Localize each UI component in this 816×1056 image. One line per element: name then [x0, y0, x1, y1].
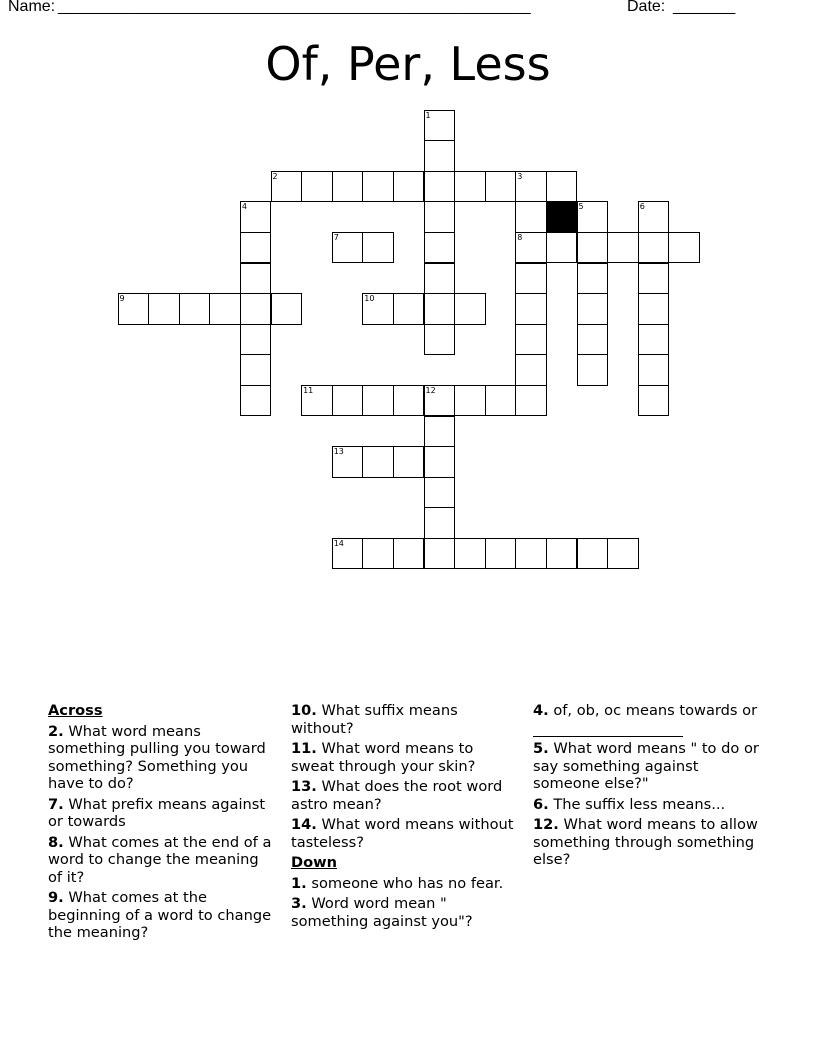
crossword-cell[interactable]	[638, 354, 670, 386]
crossword-cell[interactable]	[638, 263, 670, 295]
crossword-cell[interactable]	[393, 293, 425, 325]
date-label: Date:	[627, 0, 666, 15]
crossword-cell[interactable]	[393, 538, 425, 570]
clue-down-1: 1. someone who has no fear.	[291, 874, 504, 892]
crossword-cell[interactable]	[515, 201, 547, 233]
crossword-cell[interactable]	[424, 232, 456, 264]
crossword-cell[interactable]	[271, 293, 303, 325]
crossword-cell[interactable]	[424, 263, 456, 295]
crossword-cell[interactable]	[240, 293, 272, 325]
crossword-cell[interactable]	[546, 232, 578, 264]
clue-across-9: 9. What comes at the beginning of a word to change the meaning?	[48, 889, 272, 941]
crossword-cell[interactable]	[515, 171, 547, 203]
crossword-cell[interactable]	[240, 201, 272, 233]
clue-number: 2	[272, 171, 278, 181]
crossword-cell[interactable]	[638, 293, 670, 325]
clue-number: 11	[303, 385, 314, 395]
crossword-cell[interactable]	[362, 232, 394, 264]
crossword-cell[interactable]	[424, 140, 456, 172]
crossword-cell[interactable]	[393, 385, 425, 417]
crossword-cell[interactable]	[424, 507, 456, 539]
answer-blank-line	[533, 722, 683, 737]
clue-number: 1	[425, 110, 431, 120]
crossword-cell[interactable]	[424, 324, 456, 356]
clue-number: 5	[578, 202, 584, 212]
clue-number: 14	[333, 538, 344, 548]
crossword-cell[interactable]	[485, 171, 517, 203]
crossword-cell[interactable]	[668, 232, 700, 264]
crossword-cell[interactable]	[577, 354, 609, 386]
crossword-cell[interactable]	[577, 263, 609, 295]
clue-across-14: 14. What word means without tasteless?	[291, 816, 514, 851]
clue-number: 7	[333, 232, 339, 242]
down-heading: Down	[291, 854, 338, 871]
crossword-cell[interactable]	[240, 232, 272, 264]
crossword-cell[interactable]	[424, 201, 456, 233]
crossword-cell[interactable]	[332, 538, 364, 570]
date-field[interactable]: _______	[673, 0, 736, 15]
crossword-cell[interactable]	[546, 171, 578, 203]
crossword-cell[interactable]	[485, 385, 517, 417]
crossword-cell[interactable]	[515, 263, 547, 295]
crossword-cell[interactable]	[424, 477, 456, 509]
crossword-cell[interactable]	[577, 538, 609, 570]
crossword-cell[interactable]	[638, 324, 670, 356]
clue-number: 13	[333, 447, 344, 457]
crossword-cell[interactable]	[332, 385, 364, 417]
crossword-cell[interactable]	[362, 171, 394, 203]
clue-down-3: 3. Word word mean " something against you"?	[291, 895, 473, 930]
clue-down-4: 4. of, ob, oc means towards or	[533, 702, 768, 737]
name-label: Name:	[8, 0, 56, 15]
crossword-cell[interactable]	[515, 385, 547, 417]
crossword-cell[interactable]	[638, 385, 670, 417]
crossword-cell[interactable]	[515, 538, 547, 570]
clue-number: 12	[425, 385, 436, 395]
crossword-cell[interactable]	[362, 385, 394, 417]
clue-across-10: 10. What suffix means without?	[291, 702, 458, 737]
crossword-cell[interactable]	[577, 324, 609, 356]
clue-number: 9	[119, 294, 125, 304]
black-square	[546, 201, 578, 233]
crossword-cell[interactable]	[362, 446, 394, 478]
clues-column-2	[291, 702, 516, 933]
crossword-cell[interactable]	[515, 354, 547, 386]
crossword-cell[interactable]	[118, 293, 150, 325]
crossword-cell[interactable]	[393, 446, 425, 478]
crossword-cell[interactable]	[424, 416, 456, 448]
crossword-cell[interactable]	[454, 385, 486, 417]
crossword-cell[interactable]	[148, 293, 180, 325]
crossword-cell[interactable]	[332, 446, 364, 478]
crossword-cell[interactable]	[454, 538, 486, 570]
crossword-cell[interactable]	[515, 293, 547, 325]
clue-across-11: 11. What word means to sweat through your skin?	[291, 740, 476, 775]
clues-column-1	[48, 702, 273, 945]
crossword-cell[interactable]	[332, 232, 364, 264]
crossword-cell[interactable]	[454, 293, 486, 325]
crossword-cell[interactable]	[424, 385, 456, 417]
crossword-cell[interactable]	[454, 171, 486, 203]
crossword-cell[interactable]	[301, 171, 333, 203]
crossword-cell[interactable]	[424, 446, 456, 478]
crossword-cell[interactable]	[638, 232, 670, 264]
clue-across-13: 13. What does the root word astro mean?	[291, 778, 503, 813]
crossword-cell[interactable]	[424, 293, 456, 325]
clue-number: 10	[364, 294, 375, 304]
crossword-cell[interactable]	[607, 538, 639, 570]
clues-column-3	[533, 702, 768, 872]
crossword-cell[interactable]	[638, 201, 670, 233]
clue-across-2: 2. What word means something pulling you toward something? Something you have to do?	[48, 722, 266, 792]
crossword-cell[interactable]	[179, 293, 211, 325]
clue-number: 6	[639, 202, 645, 212]
crossword-cell[interactable]	[485, 538, 517, 570]
crossword-cell[interactable]	[424, 171, 456, 203]
clue-number: 4	[241, 202, 247, 212]
crossword-cell[interactable]	[362, 293, 394, 325]
crossword-cell[interactable]	[515, 232, 547, 264]
clue-number: 8	[517, 232, 523, 242]
crossword-cell[interactable]	[607, 232, 639, 264]
crossword-cell[interactable]	[240, 263, 272, 295]
crossword-cell[interactable]	[424, 110, 456, 142]
crossword-cell[interactable]	[546, 538, 578, 570]
crossword-cell[interactable]	[577, 232, 609, 264]
crossword-cell[interactable]	[240, 354, 272, 386]
crossword-cell[interactable]	[393, 171, 425, 203]
clue-down-12: 12. What word means to allow something through something else?	[533, 816, 758, 868]
crossword-cell[interactable]	[515, 324, 547, 356]
clue-number: 3	[517, 171, 523, 181]
crossword-cell[interactable]	[577, 201, 609, 233]
crossword-cell[interactable]	[301, 385, 333, 417]
crossword-cell[interactable]	[240, 324, 272, 356]
clue-down-6: 6. The suffix less means...	[533, 795, 726, 813]
clue-down-5: 5. What word means " to do or say something against someone else?"	[533, 740, 759, 792]
crossword-cell[interactable]	[424, 538, 456, 570]
crossword-cell[interactable]	[332, 171, 364, 203]
clue-across-8: 8. What comes at the end of a word to change the meaning of it?	[48, 833, 272, 886]
puzzle-title: Of, Per, Less	[265, 37, 551, 91]
name-field[interactable]: _____________________________________________________	[58, 0, 531, 15]
crossword-cell[interactable]	[240, 385, 272, 417]
across-heading: Across	[48, 702, 103, 719]
crossword-cell[interactable]	[271, 171, 303, 203]
crossword-cell[interactable]	[209, 293, 241, 325]
clue-across-7: 7. What prefix means against or towards	[48, 795, 266, 830]
crossword-cell[interactable]	[362, 538, 394, 570]
crossword-cell[interactable]	[577, 293, 609, 325]
